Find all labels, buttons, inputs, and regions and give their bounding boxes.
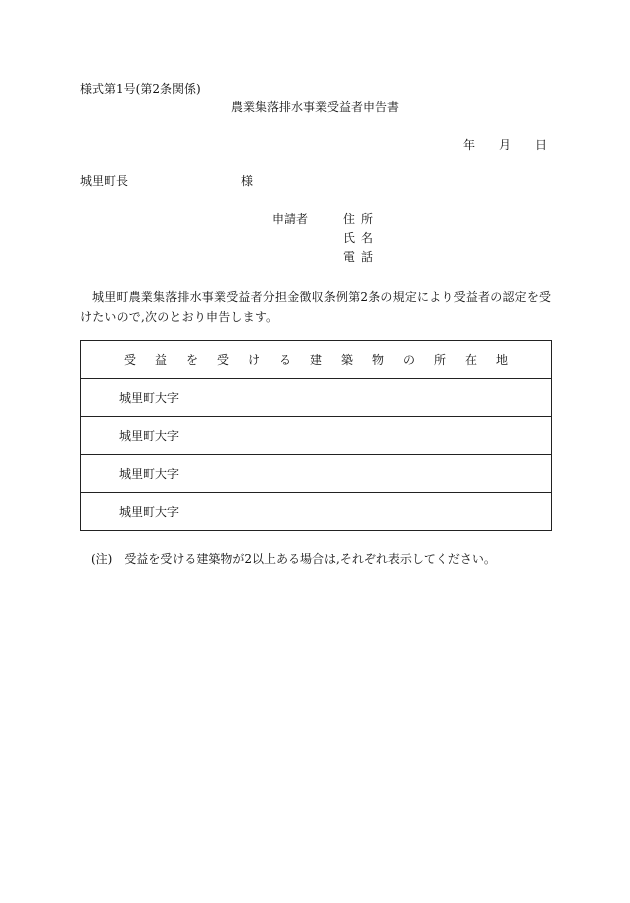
applicant-address-label: 住所 bbox=[343, 212, 380, 226]
location-cell: 城里町大字 bbox=[81, 493, 552, 531]
footnote-mark: (注) bbox=[91, 552, 113, 566]
table-row bbox=[81, 379, 552, 417]
table-row bbox=[81, 455, 552, 493]
location-cell: 城里町大字 bbox=[81, 417, 552, 455]
addressee-name: 城里町長 bbox=[80, 174, 129, 188]
date-month-label: 月 bbox=[499, 138, 512, 152]
form-number: 様式第1号(第2条関係) bbox=[80, 82, 201, 96]
location-cell: 城里町大字 bbox=[81, 379, 552, 417]
table-row bbox=[81, 493, 552, 531]
footnote bbox=[91, 553, 496, 565]
footnote-text: 受益を受ける建築物が2以上ある場合は,それぞれ表示してください。 bbox=[124, 552, 496, 566]
building-location-table bbox=[80, 340, 552, 531]
date-line bbox=[463, 139, 547, 151]
applicant-label: 申請者 bbox=[272, 212, 309, 226]
applicant-name-label: 氏名 bbox=[343, 231, 380, 245]
document-title: 農業集落排水事業受益者申告書 bbox=[230, 100, 399, 114]
date-year-label: 年 bbox=[463, 138, 476, 152]
table-row bbox=[81, 417, 552, 455]
applicant-phone-label: 電話 bbox=[343, 250, 380, 264]
addressee-honorific: 様 bbox=[241, 174, 254, 188]
date-day-label: 日 bbox=[535, 138, 548, 152]
location-cell: 城里町大字 bbox=[81, 455, 552, 493]
declaration-text: 城里町農業集落排水事業受益者分担金徴収条例第2条の規定により受益者の認定を受けたいので,次のとおり申告します。 bbox=[80, 290, 552, 324]
table-header: 受益を受ける建築物の所在地 bbox=[81, 341, 552, 379]
table-header-row bbox=[81, 341, 552, 379]
